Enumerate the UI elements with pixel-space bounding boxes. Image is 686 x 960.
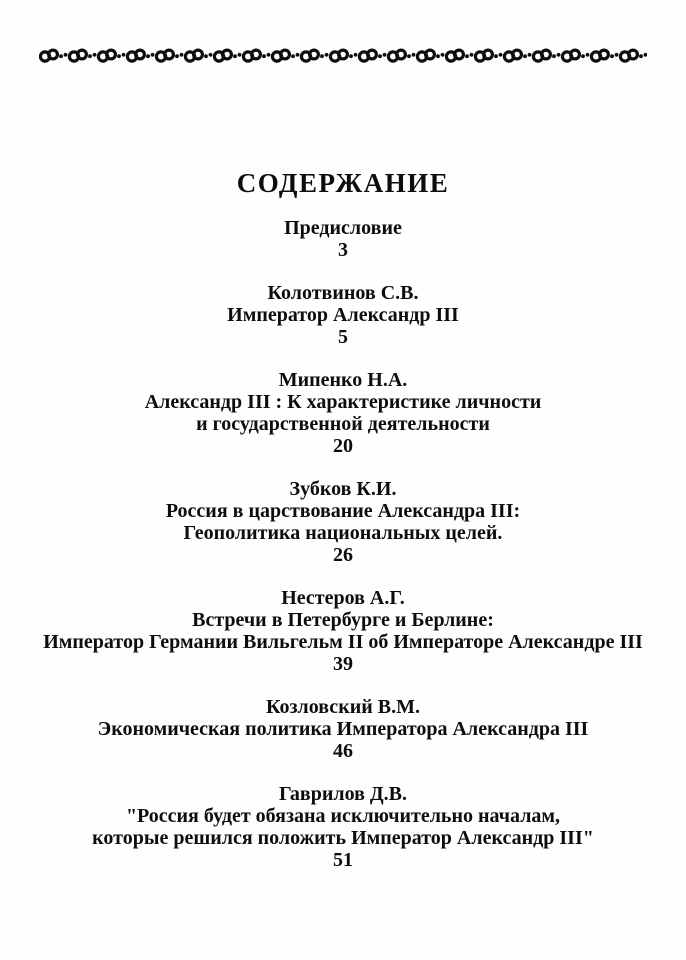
toc-entry-title-line: Император Германии Вильгельм II об Императоре Александре III bbox=[43, 631, 643, 653]
chain-ornament-icon bbox=[39, 47, 647, 65]
toc-entry bbox=[0, 696, 686, 762]
toc-entry bbox=[0, 783, 686, 871]
toc-entry-author: Мипенко Н.А. bbox=[278, 369, 408, 391]
toc-entry-author: Гаврилов Д.В. bbox=[278, 783, 408, 805]
ornament-border bbox=[0, 0, 686, 65]
toc-entry-page-number: 51 bbox=[333, 849, 353, 871]
toc-entry-author: Зубков К.И. bbox=[289, 478, 397, 500]
toc-entry-author: Нестеров А.Г. bbox=[281, 587, 405, 609]
toc-entry bbox=[0, 217, 686, 261]
toc-entry bbox=[0, 369, 686, 457]
toc-entry-page-number: 46 bbox=[333, 740, 353, 762]
toc-entry-title-line: Встречи в Петербурге и Берлине: bbox=[192, 609, 494, 631]
toc-entry-title-line: которые решился положить Император Александр III" bbox=[92, 827, 594, 849]
toc-entry-author: Предисловие bbox=[284, 217, 402, 239]
toc-entry bbox=[0, 587, 686, 675]
toc-list bbox=[0, 217, 686, 871]
toc-entry-title-line: "Россия будет обязана исключительно началам, bbox=[125, 805, 561, 827]
toc-entry-title-line: Геополитика национальных целей. bbox=[183, 522, 503, 544]
toc-entry-page-number: 3 bbox=[338, 239, 348, 261]
toc-entry bbox=[0, 478, 686, 566]
page-title: СОДЕРЖАНИЕ bbox=[236, 168, 450, 198]
toc-entry-title-line: Экономическая политика Императора Александра III bbox=[97, 718, 589, 740]
toc-entry-author: Козловский В.М. bbox=[266, 696, 420, 718]
toc-entry-author: Колотвинов С.В. bbox=[267, 282, 419, 304]
toc-entry-title-line: Император Александр III bbox=[227, 304, 459, 326]
toc-entry-title-line: Александр III : К характеристике личности bbox=[144, 391, 542, 413]
toc-entry bbox=[0, 282, 686, 348]
toc-entry-page-number: 5 bbox=[338, 326, 348, 348]
toc-entry-page-number: 20 bbox=[333, 435, 353, 457]
toc-entry-page-number: 39 bbox=[333, 653, 353, 675]
toc-entry-title-line: и государственной деятельности bbox=[196, 413, 490, 435]
toc-entry-title-line: Россия в царствование Александра III: bbox=[165, 500, 521, 522]
toc-entry-page-number: 26 bbox=[333, 544, 353, 566]
